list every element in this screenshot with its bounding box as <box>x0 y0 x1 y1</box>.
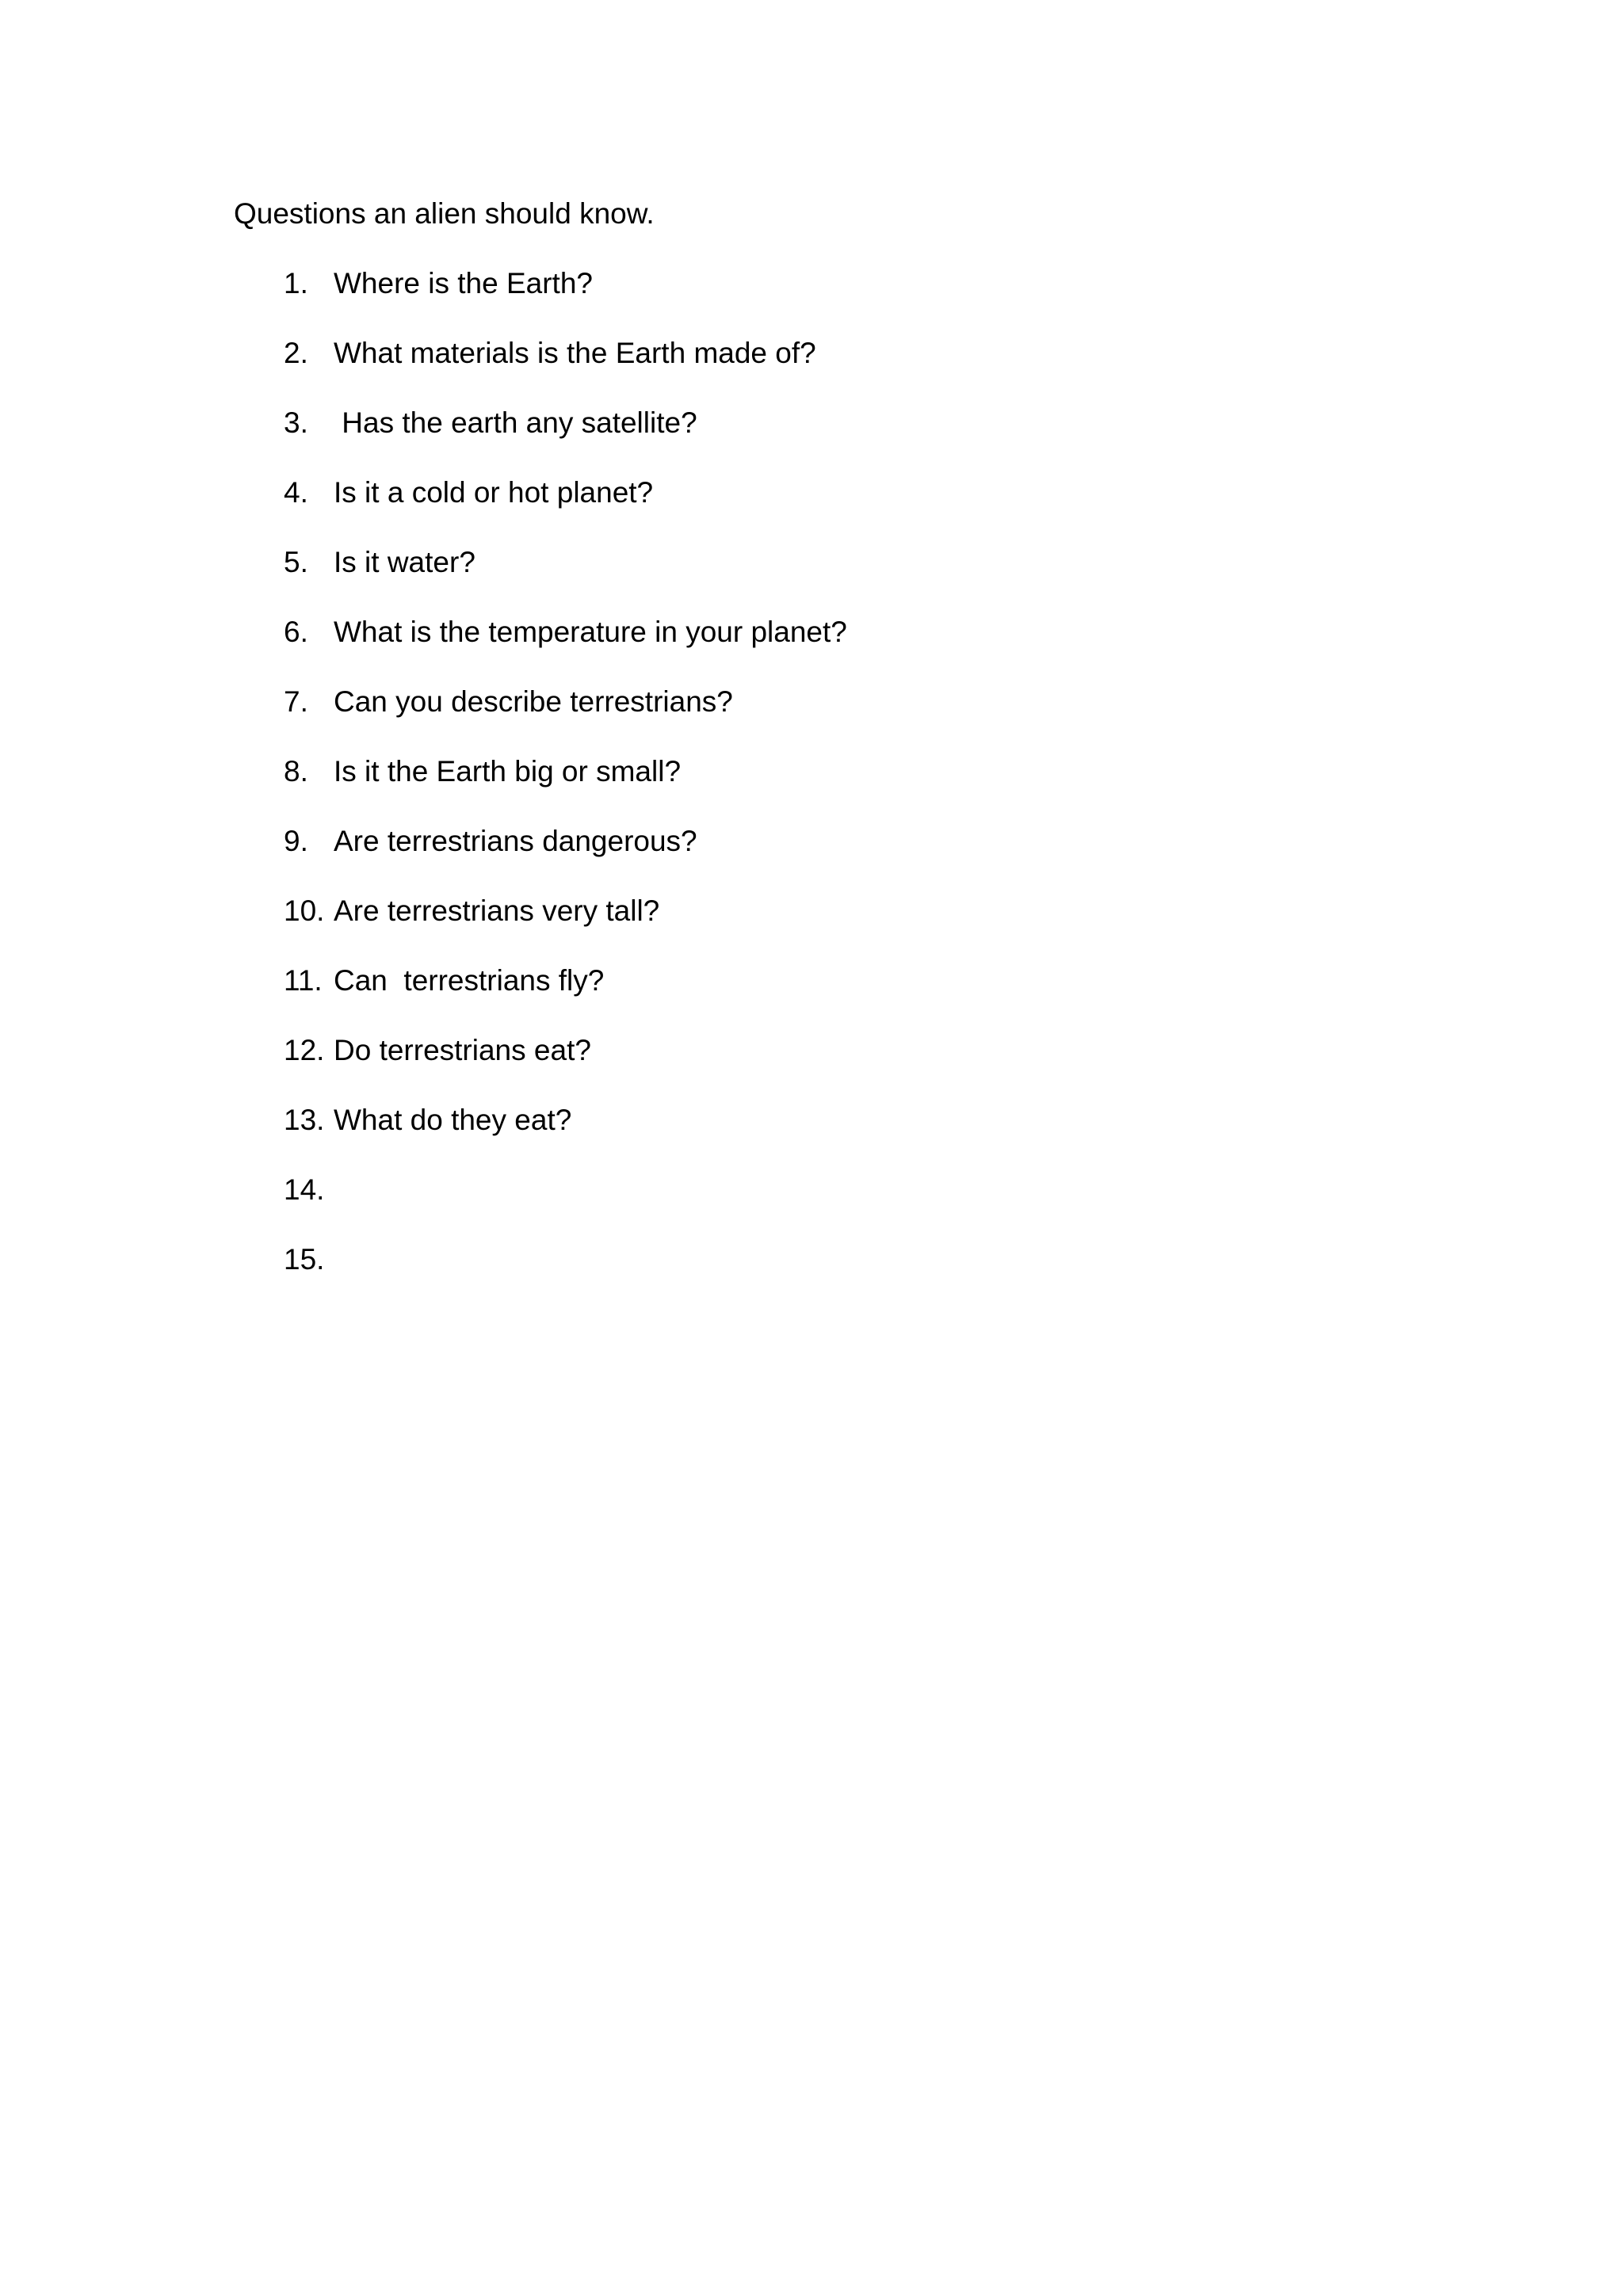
question-text: What is the temperature in your planet? <box>334 616 847 648</box>
question-text: Where is the Earth? <box>334 267 593 299</box>
question-number: 10. <box>284 894 325 927</box>
question-item-8 <box>0 751 1623 821</box>
question-item-4 <box>0 472 1623 542</box>
question-text: Are terrestrians very tall? <box>334 894 660 927</box>
question-text: Has the earth any satellite? <box>334 406 697 439</box>
document-heading: Questions an alien should know. <box>234 197 655 230</box>
question-item-1 <box>0 263 1623 333</box>
question-item-3 <box>0 402 1623 472</box>
question-number: 15. <box>284 1243 325 1276</box>
question-number: 12. <box>284 1034 325 1066</box>
question-item-10 <box>0 891 1623 960</box>
question-list <box>0 263 1623 1309</box>
question-number: 1. <box>284 267 308 299</box>
question-number: 13. <box>284 1104 325 1136</box>
question-item-6 <box>0 612 1623 681</box>
question-item-2 <box>0 333 1623 402</box>
question-item-11 <box>0 960 1623 1030</box>
question-text: What materials is the Earth made of? <box>334 337 816 369</box>
question-item-15 <box>0 1239 1623 1309</box>
question-text: Do terrestrians eat? <box>334 1034 591 1066</box>
question-item-12 <box>0 1030 1623 1100</box>
question-number: 9. <box>284 825 308 857</box>
question-item-7 <box>0 681 1623 751</box>
question-text: What do they eat? <box>334 1104 572 1136</box>
question-number: 11. <box>284 964 323 997</box>
question-text: Can terrestrians fly? <box>334 964 605 997</box>
question-number: 7. <box>284 685 308 718</box>
question-item-14 <box>0 1169 1623 1239</box>
question-item-5 <box>0 542 1623 612</box>
question-item-9 <box>0 821 1623 891</box>
question-text: Is it the Earth big or small? <box>334 755 682 788</box>
question-number: 6. <box>284 616 308 648</box>
question-text: Are terrestrians dangerous? <box>334 825 697 857</box>
question-number: 14. <box>284 1173 325 1206</box>
question-number: 2. <box>284 337 308 369</box>
question-number: 4. <box>284 476 308 509</box>
question-number: 8. <box>284 755 308 788</box>
question-number: 5. <box>284 546 308 578</box>
question-number: 3. <box>284 406 308 439</box>
question-item-13 <box>0 1100 1623 1169</box>
question-text: Can you describe terrestrians? <box>334 685 733 718</box>
question-text: Is it water? <box>334 546 475 578</box>
question-text: Is it a cold or hot planet? <box>334 476 654 509</box>
